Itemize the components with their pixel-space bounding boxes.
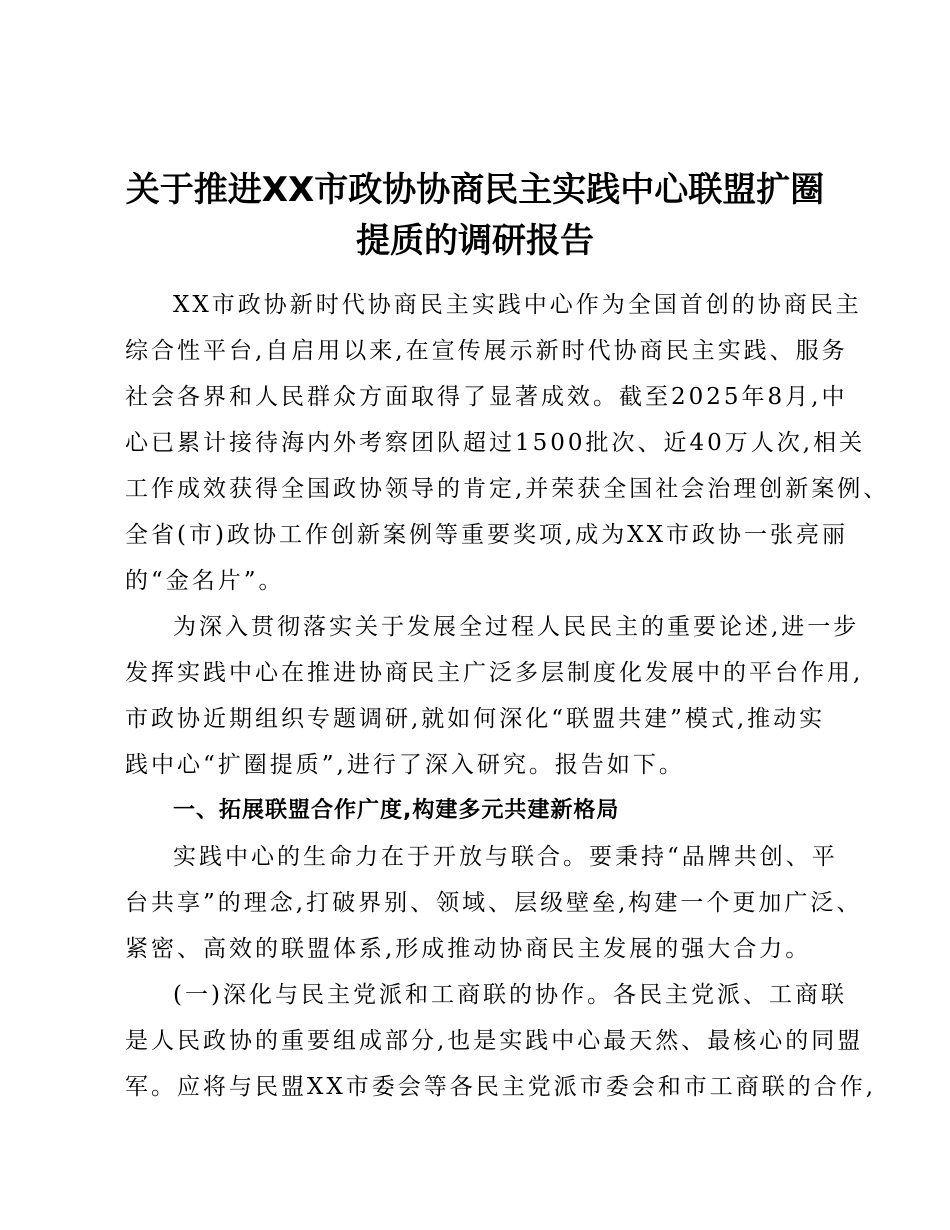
paragraph-line: 践中心“扩圈提质”,进行了深入研究。报告如下。 <box>125 752 685 778</box>
paragraph-line: (一)深化与民主党派和工商联的协作。各民主党派、工商联 <box>173 982 847 1008</box>
paragraph-line: 实践中心的生命力在于开放与联合。要秉持“品牌共创、平 <box>173 844 838 870</box>
paragraph-line: 军。应将与民盟XX市委会等各民主党派市委会和市工商联的合作, <box>125 1074 877 1100</box>
paragraph-line: 社会各界和人民群众方面取得了显著成效。截至2025年8月,中 <box>125 384 848 410</box>
document-title-line-2: 提质的调研报告 <box>356 221 594 261</box>
paragraph-line: 综合性平台,自启用以来,在宣传展示新时代协商民主实践、服务 <box>125 338 848 364</box>
document-title-line-1: 关于推进XX市政协协商民主实践中心联盟扩圈 <box>125 170 825 210</box>
paragraph-line: 市政协近期组织专题调研,就如何深化“联盟共建”模式,推动实 <box>125 706 826 732</box>
paragraph-line: 为深入贯彻落实关于发展全过程人民民主的重要论述,进一步 <box>173 614 860 640</box>
paragraph-line: 发挥实践中心在推进协商民主广泛多层制度化发展中的平台作用, <box>125 660 864 686</box>
paragraph-line: 工作成效获得全国政协领导的肯定,并荣获全国社会治理创新案例、 <box>125 476 890 502</box>
paragraph-line: 紧密、高效的联盟体系,形成推动协商民主发展的强大合力。 <box>125 936 812 962</box>
paragraph-line: 台共享”的理念,打破界别、领域、层级壁垒,构建一个更加广泛、 <box>125 890 863 916</box>
section-heading: 一、拓展联盟合作广度,构建多元共建新格局 <box>173 798 620 823</box>
paragraph-line: 的“金名片”。 <box>125 568 285 594</box>
paragraph-line: 全省(市)政协工作创新案例等重要奖项,成为XX市政协一张亮丽 <box>125 522 849 548</box>
paragraph-line: 是人民政协的重要组成部分,也是实践中心最天然、最核心的同盟 <box>125 1028 864 1054</box>
paragraph-line: XX市政协新时代协商民主实践中心作为全国首创的协商民主 <box>173 292 862 318</box>
paragraph-line: 心已累计接待海内外考察团队超过1500批次、近40万人次,相关 <box>125 430 866 456</box>
